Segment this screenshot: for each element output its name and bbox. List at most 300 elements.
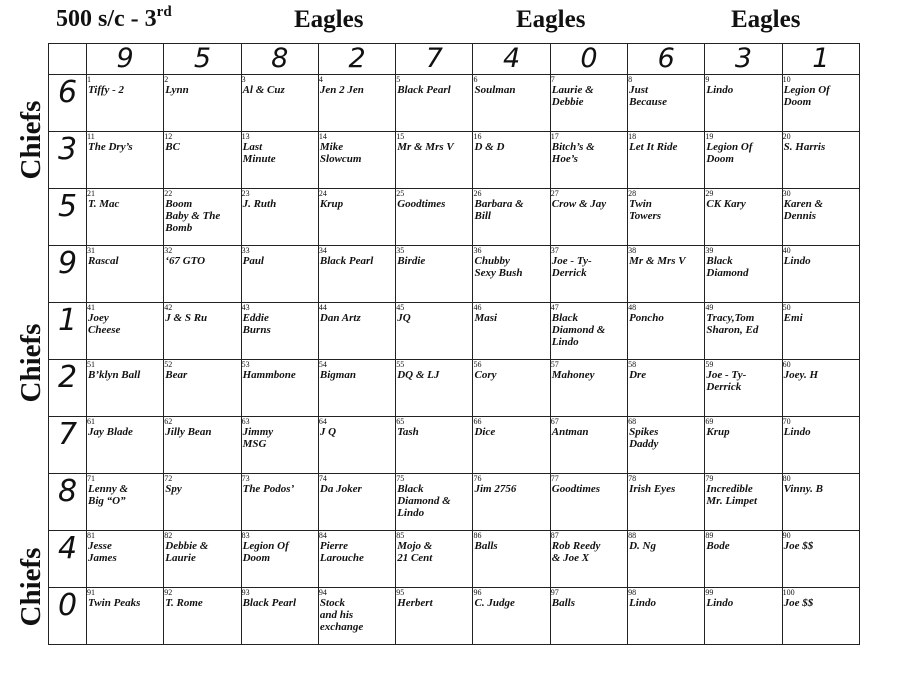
square-owner-name: Joey Cheese xyxy=(88,312,121,336)
square-number: 43 xyxy=(241,303,250,312)
square-number: 28 xyxy=(628,189,637,198)
square-cell xyxy=(550,588,627,645)
square-number: 23 xyxy=(241,189,250,198)
square-number: 51 xyxy=(87,360,95,369)
square-number: 99 xyxy=(705,588,714,597)
row-number: 5 xyxy=(49,189,87,246)
square-cell xyxy=(87,417,164,474)
square-owner-name: BC xyxy=(165,141,180,153)
square-number: 14 xyxy=(318,132,327,141)
square-owner-name: Paul xyxy=(242,255,264,267)
square-cell xyxy=(782,588,859,645)
square-cell xyxy=(318,360,395,417)
square-cell xyxy=(87,531,164,588)
square-owner-name: Pierre Larouche xyxy=(319,540,364,564)
square-owner-name: Masi xyxy=(474,312,498,324)
square-number: 97 xyxy=(550,588,559,597)
square-number: 78 xyxy=(628,474,637,483)
square-owner-name: Mahoney xyxy=(551,369,595,381)
square-cell xyxy=(628,132,705,189)
square-cell xyxy=(87,246,164,303)
square-owner-name: CK Kary xyxy=(706,198,746,210)
square-owner-name: DQ & LJ xyxy=(397,369,440,381)
square-owner-name: Joe $$ xyxy=(783,540,814,552)
square-number: 67 xyxy=(550,417,559,426)
square-owner-name: Bitch’s & Hoe’s xyxy=(551,141,595,165)
sheet-title xyxy=(56,6,172,33)
square-owner-name: Mr & Mrs V xyxy=(629,255,686,267)
square-number: 16 xyxy=(473,132,482,141)
grid-row xyxy=(49,132,860,189)
square-number: 37 xyxy=(550,246,559,255)
square-owner-name: Lindo xyxy=(783,255,811,267)
square-number: 32 xyxy=(164,246,173,255)
column-number: 1 xyxy=(782,44,859,75)
square-number: 93 xyxy=(241,588,250,597)
square-number: 36 xyxy=(473,246,482,255)
square-owner-name: Jim 2756 xyxy=(474,483,517,495)
square-cell xyxy=(550,75,627,132)
team-label-side-3: Chiefs xyxy=(15,547,47,627)
square-owner-name: Twin Peaks xyxy=(88,597,141,609)
square-number: 90 xyxy=(782,531,791,540)
square-number: 61 xyxy=(87,417,95,426)
square-number: 21 xyxy=(87,189,95,198)
square-number: 6 xyxy=(473,75,478,84)
square-cell xyxy=(318,189,395,246)
row-number: 7 xyxy=(49,417,87,474)
square-number: 46 xyxy=(473,303,482,312)
square-number: 54 xyxy=(318,360,327,369)
square-number: 26 xyxy=(473,189,482,198)
square-cell xyxy=(241,474,318,531)
grid-row xyxy=(49,531,860,588)
square-cell xyxy=(164,417,241,474)
square-number: 62 xyxy=(164,417,173,426)
column-number: 8 xyxy=(241,44,318,75)
square-number: 20 xyxy=(782,132,791,141)
square-owner-name: Irish Eyes xyxy=(629,483,676,495)
square-cell xyxy=(318,132,395,189)
square-owner-name: Rascal xyxy=(88,255,119,267)
square-owner-name: Tracy,Tom Sharon, Ed xyxy=(706,312,759,336)
square-cell xyxy=(164,132,241,189)
square-owner-name: Joe - Ty- Derrick xyxy=(706,369,747,393)
square-number: 2 xyxy=(164,75,169,84)
square-owner-name: Let It Ride xyxy=(629,141,678,153)
square-number: 75 xyxy=(396,474,405,483)
column-number: 2 xyxy=(318,44,395,75)
square-number: 13 xyxy=(241,132,250,141)
square-number: 45 xyxy=(396,303,405,312)
square-cell xyxy=(473,75,550,132)
square-owner-name: Last Minute xyxy=(242,141,276,165)
square-owner-name: Twin Towers xyxy=(629,198,662,222)
square-cell xyxy=(318,531,395,588)
square-cell xyxy=(628,189,705,246)
square-cell xyxy=(241,417,318,474)
square-cell xyxy=(705,474,782,531)
square-number: 11 xyxy=(87,132,95,141)
square-owner-name: JQ xyxy=(397,312,411,324)
title-main: 500 s/c - 3 xyxy=(56,6,157,32)
square-owner-name: Cory xyxy=(474,369,497,381)
square-cell xyxy=(87,303,164,360)
square-number: 4 xyxy=(318,75,323,84)
square-cell xyxy=(87,75,164,132)
square-cell xyxy=(318,588,395,645)
square-owner-name: Crow & Jay xyxy=(551,198,607,210)
square-number: 55 xyxy=(396,360,405,369)
square-number: 81 xyxy=(87,531,95,540)
square-owner-name: Barbara & Bill xyxy=(474,198,524,222)
square-cell xyxy=(318,75,395,132)
grid-row xyxy=(49,246,860,303)
sheet-header xyxy=(0,0,900,44)
square-number: 88 xyxy=(628,531,637,540)
square-number: 25 xyxy=(396,189,405,198)
square-owner-name: Lindo xyxy=(783,426,811,438)
team-label-side-1: Chiefs xyxy=(15,100,47,180)
column-number: 6 xyxy=(628,44,705,75)
square-owner-name: Boom Baby & The Bomb xyxy=(165,198,221,234)
square-owner-name: Joey. H xyxy=(783,369,819,381)
square-cell xyxy=(705,360,782,417)
square-owner-name: Soulman xyxy=(474,84,516,96)
square-cell xyxy=(550,189,627,246)
square-owner-name: Dre xyxy=(629,369,647,381)
square-owner-name: Legion Of Doom xyxy=(706,141,753,165)
square-cell xyxy=(241,360,318,417)
square-number: 92 xyxy=(164,588,173,597)
square-number: 49 xyxy=(705,303,714,312)
square-cell xyxy=(241,75,318,132)
square-number: 64 xyxy=(318,417,327,426)
square-number: 8 xyxy=(628,75,633,84)
square-owner-name: Joe - Ty- Derrick xyxy=(551,255,592,279)
column-number: 3 xyxy=(705,44,782,75)
square-cell xyxy=(782,189,859,246)
square-owner-name: Black Diamond xyxy=(706,255,749,279)
row-number: 8 xyxy=(49,474,87,531)
square-owner-name: Jesse James xyxy=(88,540,117,564)
square-owner-name: The Podos’ xyxy=(242,483,295,495)
square-number: 79 xyxy=(705,474,714,483)
square-cell xyxy=(705,132,782,189)
square-number: 59 xyxy=(705,360,714,369)
square-owner-name: S. Harris xyxy=(783,141,826,153)
square-number: 53 xyxy=(241,360,250,369)
square-number: 50 xyxy=(782,303,791,312)
square-number: 33 xyxy=(241,246,250,255)
square-cell xyxy=(628,531,705,588)
square-cell xyxy=(782,132,859,189)
team-label-top-1: Eagles xyxy=(294,6,364,33)
square-cell xyxy=(705,75,782,132)
square-owner-name: Lindo xyxy=(706,84,734,96)
square-number: 65 xyxy=(396,417,405,426)
grid-row xyxy=(49,360,860,417)
square-cell xyxy=(628,588,705,645)
square-cell xyxy=(628,303,705,360)
square-cell xyxy=(87,360,164,417)
title-superscript: rd xyxy=(156,4,172,20)
square-number: 82 xyxy=(164,531,173,540)
square-cell xyxy=(87,474,164,531)
row-number: 6 xyxy=(49,75,87,132)
square-cell xyxy=(550,474,627,531)
square-owner-name: T. Rome xyxy=(165,597,203,609)
square-cell xyxy=(473,588,550,645)
square-cell xyxy=(473,189,550,246)
square-owner-name: The Dry’s xyxy=(88,141,133,153)
square-number: 3 xyxy=(241,75,246,84)
square-owner-name: Joe $$ xyxy=(783,597,814,609)
square-cell xyxy=(705,303,782,360)
square-number: 38 xyxy=(628,246,637,255)
square-owner-name: Lenny & Big “O” xyxy=(88,483,129,507)
square-cell xyxy=(550,246,627,303)
square-owner-name: Hammbone xyxy=(242,369,296,381)
square-cell xyxy=(782,417,859,474)
square-owner-name: Spy xyxy=(165,483,182,495)
row-number: 2 xyxy=(49,360,87,417)
square-owner-name: Mojo & 21 Cent xyxy=(397,540,433,564)
square-owner-name: Debbie & Laurie xyxy=(165,540,209,564)
square-cell xyxy=(396,474,473,531)
square-owner-name: D. Ng xyxy=(629,540,656,552)
grid-row xyxy=(49,189,860,246)
square-number: 83 xyxy=(241,531,250,540)
square-cell xyxy=(318,474,395,531)
square-number: 86 xyxy=(473,531,482,540)
square-owner-name: Black Diamond & Lindo xyxy=(551,312,606,348)
team-label-side-2: Chiefs xyxy=(15,323,47,403)
square-cell xyxy=(87,189,164,246)
square-owner-name: Eddie Burns xyxy=(242,312,271,336)
square-owner-name: ‘67 GTO xyxy=(165,255,206,267)
square-cell xyxy=(550,417,627,474)
square-cell xyxy=(782,75,859,132)
square-cell xyxy=(318,246,395,303)
square-owner-name: J & S Ru xyxy=(165,312,208,324)
square-cell xyxy=(396,189,473,246)
row-number: 0 xyxy=(49,588,87,645)
square-owner-name: C. Judge xyxy=(474,597,515,609)
square-owner-name: Goodtimes xyxy=(397,198,446,210)
square-cell xyxy=(241,588,318,645)
square-number: 24 xyxy=(318,189,327,198)
square-cell xyxy=(473,417,550,474)
square-number: 19 xyxy=(705,132,714,141)
square-owner-name: Jilly Bean xyxy=(165,426,212,438)
square-number: 89 xyxy=(705,531,714,540)
grid-row xyxy=(49,75,860,132)
square-owner-name: Legion Of Doom xyxy=(783,84,830,108)
square-owner-name: Chubby Sexy Bush xyxy=(474,255,523,279)
square-cell xyxy=(782,474,859,531)
square-cell xyxy=(164,474,241,531)
square-cell xyxy=(241,531,318,588)
square-owner-name: Herbert xyxy=(397,597,433,609)
square-owner-name: Krup xyxy=(319,198,344,210)
square-owner-name: T. Mac xyxy=(88,198,120,210)
column-number: 7 xyxy=(396,44,473,75)
square-number: 87 xyxy=(550,531,559,540)
square-number: 100 xyxy=(782,588,795,597)
square-cell xyxy=(550,360,627,417)
grid-corner xyxy=(49,44,87,75)
square-cell xyxy=(164,531,241,588)
square-number: 10 xyxy=(782,75,791,84)
square-owner-name: Rob Reedy & Joe X xyxy=(551,540,601,564)
square-number: 70 xyxy=(782,417,791,426)
square-number: 30 xyxy=(782,189,791,198)
square-owner-name: Jimmy MSG xyxy=(242,426,274,450)
square-number: 60 xyxy=(782,360,791,369)
square-cell xyxy=(164,303,241,360)
square-number: 73 xyxy=(241,474,250,483)
square-owner-name: Black Diamond & Lindo xyxy=(397,483,451,519)
square-number: 68 xyxy=(628,417,637,426)
square-number: 18 xyxy=(628,132,637,141)
square-cell xyxy=(396,132,473,189)
square-owner-name: Laurie & Debbie xyxy=(551,84,594,108)
square-number: 96 xyxy=(473,588,482,597)
square-owner-name: Bear xyxy=(165,369,188,381)
square-cell xyxy=(782,531,859,588)
square-cell xyxy=(396,588,473,645)
square-owner-name: Al & Cuz xyxy=(242,84,285,96)
column-number: 0 xyxy=(550,44,627,75)
grid-row xyxy=(49,474,860,531)
square-cell xyxy=(241,246,318,303)
square-cell xyxy=(705,417,782,474)
square-cell xyxy=(550,303,627,360)
square-number: 66 xyxy=(473,417,482,426)
grid-row xyxy=(49,303,860,360)
square-cell xyxy=(705,189,782,246)
column-number-row xyxy=(49,44,860,75)
squares-grid xyxy=(48,43,860,645)
square-owner-name: Vinny. B xyxy=(783,483,824,495)
square-cell xyxy=(628,474,705,531)
square-cell xyxy=(164,588,241,645)
square-owner-name: J Q xyxy=(319,426,337,438)
square-number: 9 xyxy=(705,75,710,84)
square-cell xyxy=(782,246,859,303)
square-cell xyxy=(473,360,550,417)
square-cell xyxy=(164,246,241,303)
square-owner-name: Bode xyxy=(706,540,730,552)
square-cell xyxy=(396,417,473,474)
square-cell xyxy=(164,360,241,417)
square-cell xyxy=(782,360,859,417)
square-number: 31 xyxy=(87,246,95,255)
square-number: 35 xyxy=(396,246,405,255)
square-number: 57 xyxy=(550,360,559,369)
square-owner-name: J. Ruth xyxy=(242,198,277,210)
square-owner-name: Jay Blade xyxy=(88,426,133,438)
row-number: 1 xyxy=(49,303,87,360)
square-cell xyxy=(473,303,550,360)
square-cell xyxy=(241,303,318,360)
square-owner-name: Jen 2 Jen xyxy=(319,84,364,96)
square-owner-name: Dice xyxy=(474,426,496,438)
square-owner-name: Spikes Daddy xyxy=(629,426,659,450)
square-number: 85 xyxy=(396,531,405,540)
square-cell xyxy=(164,75,241,132)
square-number: 72 xyxy=(164,474,173,483)
square-cell xyxy=(396,531,473,588)
square-cell xyxy=(318,303,395,360)
square-owner-name: Emi xyxy=(783,312,803,324)
square-number: 48 xyxy=(628,303,637,312)
square-owner-name: Mr & Mrs V xyxy=(397,141,454,153)
row-number: 4 xyxy=(49,531,87,588)
grid-row xyxy=(49,588,860,645)
square-number: 84 xyxy=(318,531,327,540)
square-owner-name: Lynn xyxy=(165,84,189,96)
row-number: 3 xyxy=(49,132,87,189)
square-number: 1 xyxy=(87,75,91,84)
square-cell xyxy=(782,303,859,360)
square-cell xyxy=(628,75,705,132)
square-owner-name: Goodtimes xyxy=(551,483,601,495)
square-cell xyxy=(318,417,395,474)
square-number: 98 xyxy=(628,588,637,597)
square-number: 40 xyxy=(782,246,791,255)
square-owner-name: Black Pearl xyxy=(319,255,374,267)
square-owner-name: Stock and his exchange xyxy=(319,597,364,633)
square-number: 74 xyxy=(318,474,327,483)
square-cell xyxy=(628,360,705,417)
square-owner-name: Just Because xyxy=(629,84,667,108)
square-owner-name: B’klyn Ball xyxy=(88,369,141,381)
square-cell xyxy=(396,246,473,303)
square-number: 63 xyxy=(241,417,250,426)
square-owner-name: Poncho xyxy=(629,312,664,324)
column-number: 4 xyxy=(473,44,550,75)
column-number: 5 xyxy=(164,44,241,75)
square-owner-name: Lindo xyxy=(629,597,656,609)
column-number: 9 xyxy=(87,44,164,75)
square-number: 47 xyxy=(550,303,559,312)
square-number: 80 xyxy=(782,474,791,483)
team-label-top-3: Eagles xyxy=(731,6,801,33)
square-number: 17 xyxy=(550,132,559,141)
square-cell xyxy=(241,189,318,246)
square-number: 91 xyxy=(87,588,95,597)
row-number: 9 xyxy=(49,246,87,303)
square-number: 5 xyxy=(396,75,401,84)
square-owner-name: Black Pearl xyxy=(242,597,297,609)
square-owner-name: Mike Slowcum xyxy=(319,141,362,165)
square-number: 7 xyxy=(550,75,555,84)
square-owner-name: Tiffy - 2 xyxy=(88,84,125,96)
square-number: 76 xyxy=(473,474,482,483)
square-cell xyxy=(164,189,241,246)
square-cell xyxy=(473,246,550,303)
square-owner-name: Balls xyxy=(474,540,498,552)
square-cell xyxy=(241,132,318,189)
square-number: 56 xyxy=(473,360,482,369)
square-cell xyxy=(396,303,473,360)
square-number: 94 xyxy=(318,588,327,597)
square-owner-name: Birdie xyxy=(397,255,426,267)
square-number: 44 xyxy=(318,303,327,312)
square-number: 69 xyxy=(705,417,714,426)
